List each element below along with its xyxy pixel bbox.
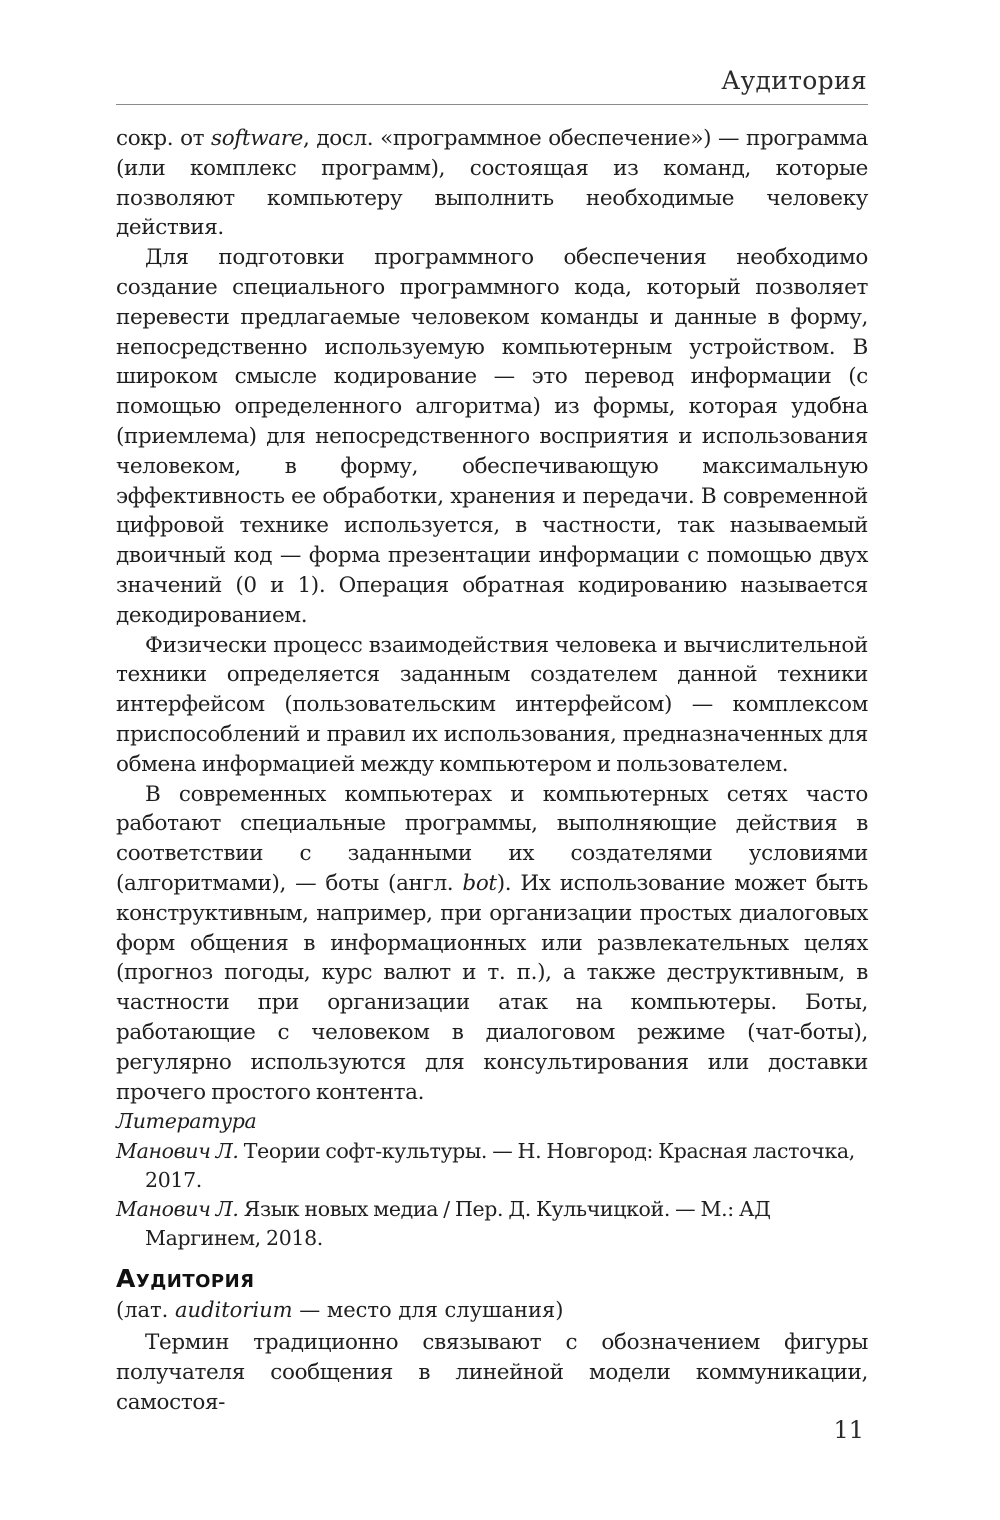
header-rule bbox=[116, 104, 868, 105]
entry-text bbox=[116, 1328, 868, 1418]
running-head: Аудитория bbox=[721, 66, 867, 95]
reference-item: Манович Л. Язык новых медиа / Пер. Д. Кульчицкой. — М.: АД Маргинем, 2018. bbox=[116, 1197, 771, 1251]
paragraph-4: В современных компьютерах и компьютерных сетях часто работают специальные программы, выполняющие действия в соответствии с заданными их создателями условиями (алгоритмами), — боты (англ. bot). Их использование может быть конструктивным, например, при организации простых диалоговых форм общения в информационных или развлекательных целях (прогноз погоды, курс валют и т. п.), а также деструктивным, в частности при организации атак на компьютеры. Боты, работающие с человеком в диалоговом режиме (чат-боты), регулярно используются для консультирования или доставки прочего простого контента. bbox=[116, 781, 868, 1105]
entry-etymology: (лат. auditorium — место для слушания) bbox=[116, 1298, 564, 1322]
reference-item: Манович Л. Теории софт-культуры. — Н. Новгород: Красная ласточка, 2017. bbox=[116, 1139, 855, 1193]
entry-paragraph: Термин традиционно связывают с обозначением фигуры получателя сообщения в линейной модели коммуникации, самостоя- bbox=[116, 1330, 868, 1415]
literature-heading: Литература bbox=[116, 1109, 257, 1134]
page-number: 11 bbox=[833, 1416, 864, 1444]
paragraph-1: сокр. от software, досл. «программное обеспечение») — программа (или комплекс программ), состоящая из команд, которые позволяют компьютеру выполнить необходимые человеку действия. bbox=[116, 126, 868, 241]
paragraph-2: Для подготовки программного обеспечения необходимо создание специального программного кода, который позволяет перевести предлагаемые человеком команды и данные в форму, непосредственно используемую компьютерным устройством. В широком смысле кодирование — это перевод информации (с помощью определенного алгоритма) из формы, которая удобна (приемлема) для непосредственного восприятия и использования человеком, в форму, обеспечивающую максимальную эффективность ее обработки, хранения и передачи. В современной цифровой технике используется, в частности, так называемый двоичный код — форма презентации информации с помощью двух значений (0 и 1). Операция обратная кодированию называется декодированием. bbox=[116, 245, 868, 628]
paragraph-3: Физически процесс взаимодействия человека и вычислительной техники определяется заданным создателем данной техники интерфейсом (пользовательским интерфейсом) — комплексом приспособлений и правил их использования, предназначенных для обмена информацией между компьютером и пользователем. bbox=[116, 632, 868, 777]
entry-title: Аудитория bbox=[116, 1264, 255, 1293]
main-text bbox=[116, 124, 868, 1253]
